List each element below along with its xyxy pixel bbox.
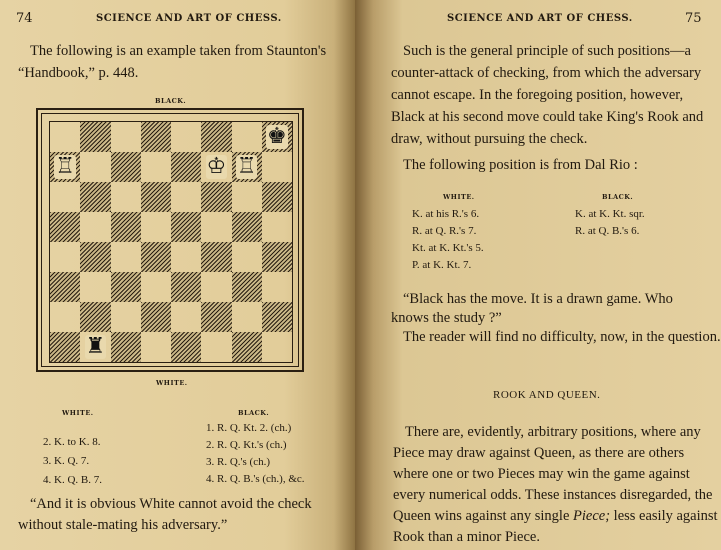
dark-square xyxy=(262,122,292,152)
light-square xyxy=(262,152,292,182)
black-piece-2: R. at Q. B.'s 6. xyxy=(575,225,640,237)
chess-board xyxy=(49,121,293,363)
intro-line-2: “Handbook,” p. 448. xyxy=(18,65,139,81)
dark-square xyxy=(171,272,201,302)
light-square xyxy=(141,332,171,362)
white-move-3: 3. K. Q. 7. xyxy=(43,455,90,467)
light-square xyxy=(201,212,231,242)
dark-square xyxy=(50,332,80,362)
para2-line-6: Rook than a minor Piece. xyxy=(393,529,540,545)
dark-square xyxy=(50,212,80,242)
black-move-3: 3. R. Q.'s (ch.) xyxy=(206,456,271,468)
chess-diagram xyxy=(36,108,304,372)
running-head: SCIENCE AND ART OF CHESS. xyxy=(447,13,633,24)
white-piece-2: R. at Q. R.'s 7. xyxy=(412,225,477,237)
intro-line-1: The following is an example taken from Staunton's xyxy=(30,43,327,59)
light-square xyxy=(201,332,231,362)
dark-square xyxy=(80,302,110,332)
black-king-icon: ♚ xyxy=(267,124,287,149)
left-page xyxy=(0,0,355,550)
light-square xyxy=(201,152,231,182)
para1-line-2: counter-attack of checking, from which the adversary xyxy=(391,65,702,81)
light-square xyxy=(262,212,292,242)
light-square xyxy=(111,242,141,272)
para2-line-5-b: less easily against xyxy=(610,508,718,524)
section-title: ROOK AND QUEEN. xyxy=(493,389,601,401)
dark-square xyxy=(262,242,292,272)
white-piece-4: P. at K. Kt. 7. xyxy=(412,259,472,271)
dark-square xyxy=(111,272,141,302)
light-square xyxy=(232,302,262,332)
light-square xyxy=(111,182,141,212)
dark-square xyxy=(171,212,201,242)
running-head: SCIENCE AND ART OF CHESS. xyxy=(96,13,282,24)
para2-line-5 xyxy=(393,505,718,527)
black-rook-icon: ♜ xyxy=(85,334,106,359)
dark-square xyxy=(201,182,231,212)
quote-line-2: knows the study ?” xyxy=(391,310,502,326)
light-square xyxy=(262,272,292,302)
dark-square xyxy=(50,152,80,182)
light-square xyxy=(171,302,201,332)
light-square xyxy=(201,272,231,302)
white-rook-icon: ♖ xyxy=(236,154,257,179)
dark-square xyxy=(171,152,201,182)
light-square xyxy=(141,272,171,302)
light-square xyxy=(262,332,292,362)
para2-line-1: There are, evidently, arbitrary positions, where any xyxy=(405,424,701,440)
dark-square xyxy=(141,242,171,272)
para1-line-4: Black at his second move could take King's Rook and xyxy=(391,109,704,125)
dark-square xyxy=(50,272,80,302)
white-move-2: 2. K. to K. 8. xyxy=(43,436,101,448)
light-square xyxy=(50,302,80,332)
dark-square xyxy=(80,182,110,212)
para1-line-3: cannot escape. In the foregoing position, however, xyxy=(391,87,684,103)
light-square xyxy=(80,332,110,362)
para2-line-5-italic: Piece; xyxy=(573,508,611,524)
dark-square xyxy=(262,302,292,332)
light-square xyxy=(141,212,171,242)
page-number: 74 xyxy=(16,11,33,26)
light-square xyxy=(141,152,171,182)
dark-square xyxy=(232,272,262,302)
board-top-label: BLACK. xyxy=(155,97,187,105)
dark-square xyxy=(201,302,231,332)
dark-square xyxy=(232,152,262,182)
light-square xyxy=(171,242,201,272)
board-bottom-label: WHITE. xyxy=(156,379,188,387)
page-number: 75 xyxy=(685,11,702,26)
light-square xyxy=(232,122,262,152)
light-square xyxy=(50,182,80,212)
black-move-4: 4. R. Q. B.'s (ch.), &c. xyxy=(206,473,305,485)
closing-line-1: “And it is obvious White cannot avoid the check xyxy=(30,496,312,512)
black-move-1: 1. R. Q. Kt. 2. (ch.) xyxy=(206,422,292,434)
dark-square xyxy=(111,152,141,182)
light-square xyxy=(171,182,201,212)
light-square xyxy=(50,242,80,272)
white-king-icon: ♔ xyxy=(206,154,227,179)
dark-square xyxy=(141,182,171,212)
black-move-2: 2. R. Q. Kt.'s (ch.) xyxy=(206,439,287,451)
moves-black-header: BLACK. xyxy=(238,409,270,417)
dark-square xyxy=(141,122,171,152)
light-square xyxy=(232,182,262,212)
para2-line-4: every numerical odds. These instances disregarded, the xyxy=(393,487,713,503)
para2-line-2: Piece may draw against Queen, as there are others xyxy=(393,445,685,461)
black-piece-1: K. at K. Kt. sqr. xyxy=(575,208,645,220)
white-move-4: 4. K. Q. B. 7. xyxy=(43,474,102,486)
position-white-header: WHITE. xyxy=(443,193,475,201)
position-black-header: BLACK. xyxy=(602,193,634,201)
dark-square xyxy=(111,212,141,242)
light-square xyxy=(111,302,141,332)
white-piece-1: K. at his R.'s 6. xyxy=(412,208,480,220)
reader-line: The reader will find no difficulty, now, in the question. xyxy=(403,329,721,345)
dark-square xyxy=(232,332,262,362)
dark-square xyxy=(171,332,201,362)
dark-square xyxy=(111,332,141,362)
light-square xyxy=(111,122,141,152)
light-square xyxy=(232,242,262,272)
para1-line-1: Such is the general principle of such positions—a xyxy=(403,43,691,59)
dark-square xyxy=(201,122,231,152)
para1-line-5: draw, without pursuing the check. xyxy=(391,131,588,147)
dark-square xyxy=(141,302,171,332)
closing-line-2: without stale-mating his adversary.” xyxy=(18,517,228,533)
dark-square xyxy=(201,242,231,272)
light-square xyxy=(80,212,110,242)
quote-line-1: “Black has the move. It is a drawn game. Who xyxy=(403,291,673,307)
light-square xyxy=(50,122,80,152)
dark-square xyxy=(232,212,262,242)
dark-square xyxy=(262,182,292,212)
white-rook-icon: ♖ xyxy=(55,154,75,179)
white-piece-3: Kt. at K. Kt.'s 5. xyxy=(412,242,484,254)
light-square xyxy=(80,152,110,182)
dal-rio-line: The following position is from Dal Rio : xyxy=(403,157,638,173)
para2-line-3: where one or two Pieces may win the game against xyxy=(393,466,690,482)
light-square xyxy=(171,122,201,152)
moves-white-header: WHITE. xyxy=(62,409,94,417)
right-page xyxy=(355,0,721,550)
dark-square xyxy=(80,242,110,272)
light-square xyxy=(80,272,110,302)
dark-square xyxy=(80,122,110,152)
para2-line-5-a: Queen wins against any single xyxy=(393,508,574,524)
